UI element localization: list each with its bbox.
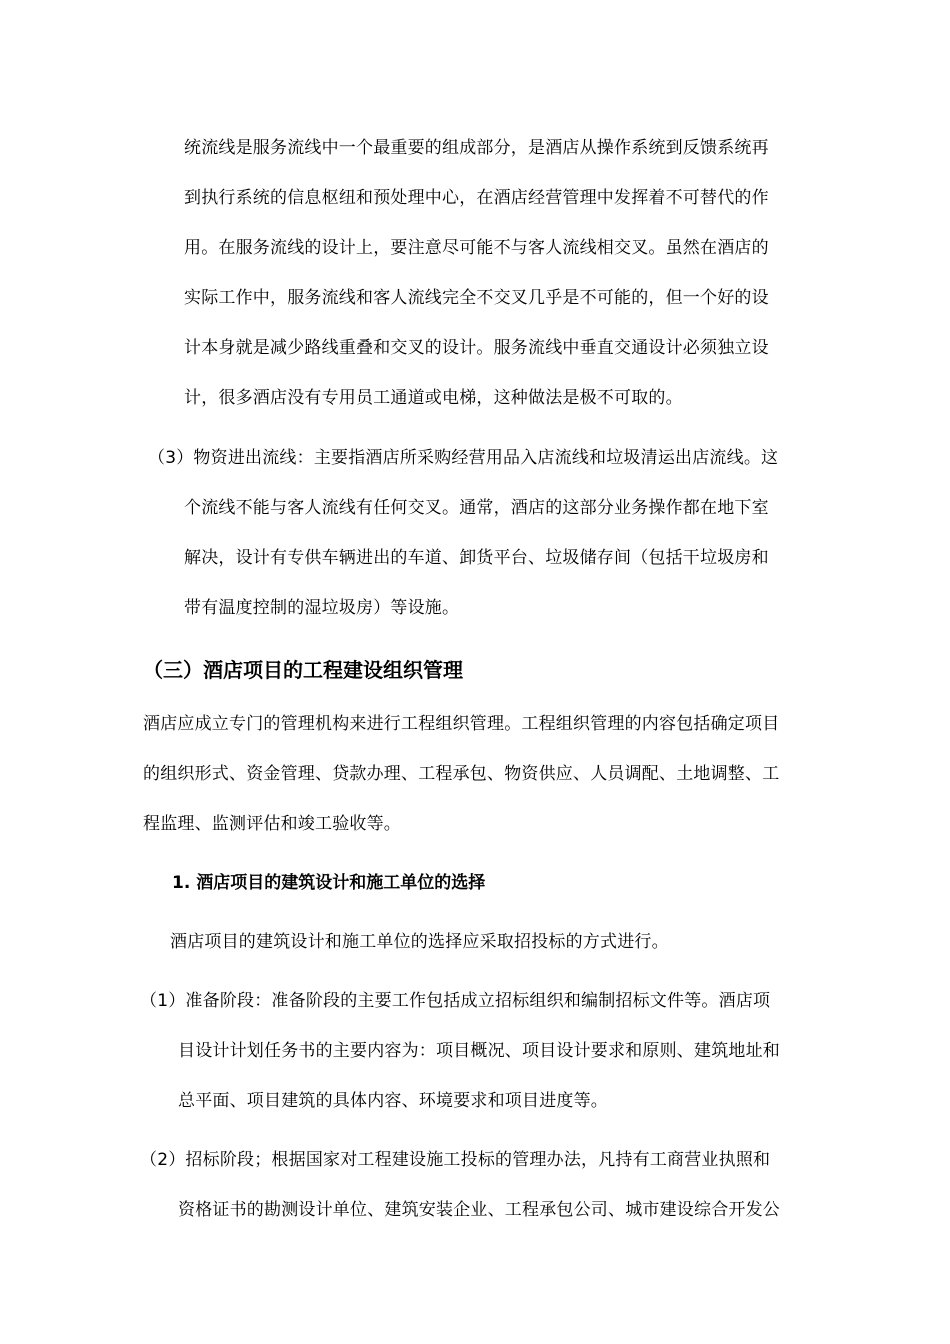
list-item-line: （1）准备阶段：准备阶段的主要工作包括成立招标组织和编制招标文件等。酒店项 bbox=[140, 991, 771, 1011]
subsection-heading: 1. 酒店项目的建筑设计和施工单位的选择 bbox=[172, 873, 486, 893]
paragraph-line: 统流线是服务流线中一个最重要的组成部分，是酒店从操作系统到反馈系统再 bbox=[184, 138, 769, 158]
paragraph-line: 实际工作中，服务流线和客人流线完全不交叉几乎是不可能的，但一个好的设 bbox=[184, 288, 769, 308]
list-item-line: （3）物资进出流线：主要指酒店所采购经营用品入店流线和垃圾清运出店流线。这 bbox=[148, 448, 779, 468]
list-item-line: 资格证书的勘测设计单位、建筑安装企业、工程承包公司、城市建设综合开发公 bbox=[178, 1200, 780, 1220]
list-item-line: 解决，设计有专供车辆进出的车道、卸货平台、垃圾储存间（包括干垃圾房和 bbox=[184, 548, 769, 568]
list-item-line: 总平面、项目建筑的具体内容、环境要求和项目进度等。 bbox=[178, 1091, 608, 1111]
list-item-line: 目设计计划任务书的主要内容为：项目概况、项目设计要求和原则、建筑地址和 bbox=[178, 1041, 780, 1061]
paragraph-line: 酒店应成立专门的管理机构来进行工程组织管理。工程组织管理的内容包括确定项目 bbox=[143, 714, 780, 734]
list-item-line: （2）招标阶段；根据国家对工程建设施工投标的管理办法，凡持有工商营业执照和 bbox=[140, 1150, 771, 1170]
paragraph-line: 酒店项目的建筑设计和施工单位的选择应采取招投标的方式进行。 bbox=[170, 932, 669, 952]
section-heading: （三）酒店项目的工程建设组织管理 bbox=[143, 658, 463, 682]
paragraph-line: 到执行系统的信息枢纽和预处理中心，在酒店经营管理中发挥着不可替代的作 bbox=[184, 188, 769, 208]
list-item-line: 个流线不能与客人流线有任何交叉。通常，酒店的这部分业务操作都在地下室 bbox=[184, 498, 769, 518]
list-item-line: 带有温度控制的湿垃圾房）等设施。 bbox=[184, 598, 460, 618]
paragraph-line: 的组织形式、资金管理、贷款办理、工程承包、物资供应、人员调配、土地调整、工 bbox=[143, 764, 780, 784]
paragraph-line: 计，很多酒店没有专用员工通道或电梯，这种做法是极不可取的。 bbox=[184, 388, 683, 408]
paragraph-line: 程监理、监测评估和竣工验收等。 bbox=[143, 814, 401, 834]
paragraph-line: 计本身就是减少路线重叠和交叉的设计。服务流线中垂直交通设计必须独立设 bbox=[184, 338, 769, 358]
paragraph-line: 用。在服务流线的设计上，要注意尽可能不与客人流线相交叉。虽然在酒店的 bbox=[184, 238, 769, 258]
